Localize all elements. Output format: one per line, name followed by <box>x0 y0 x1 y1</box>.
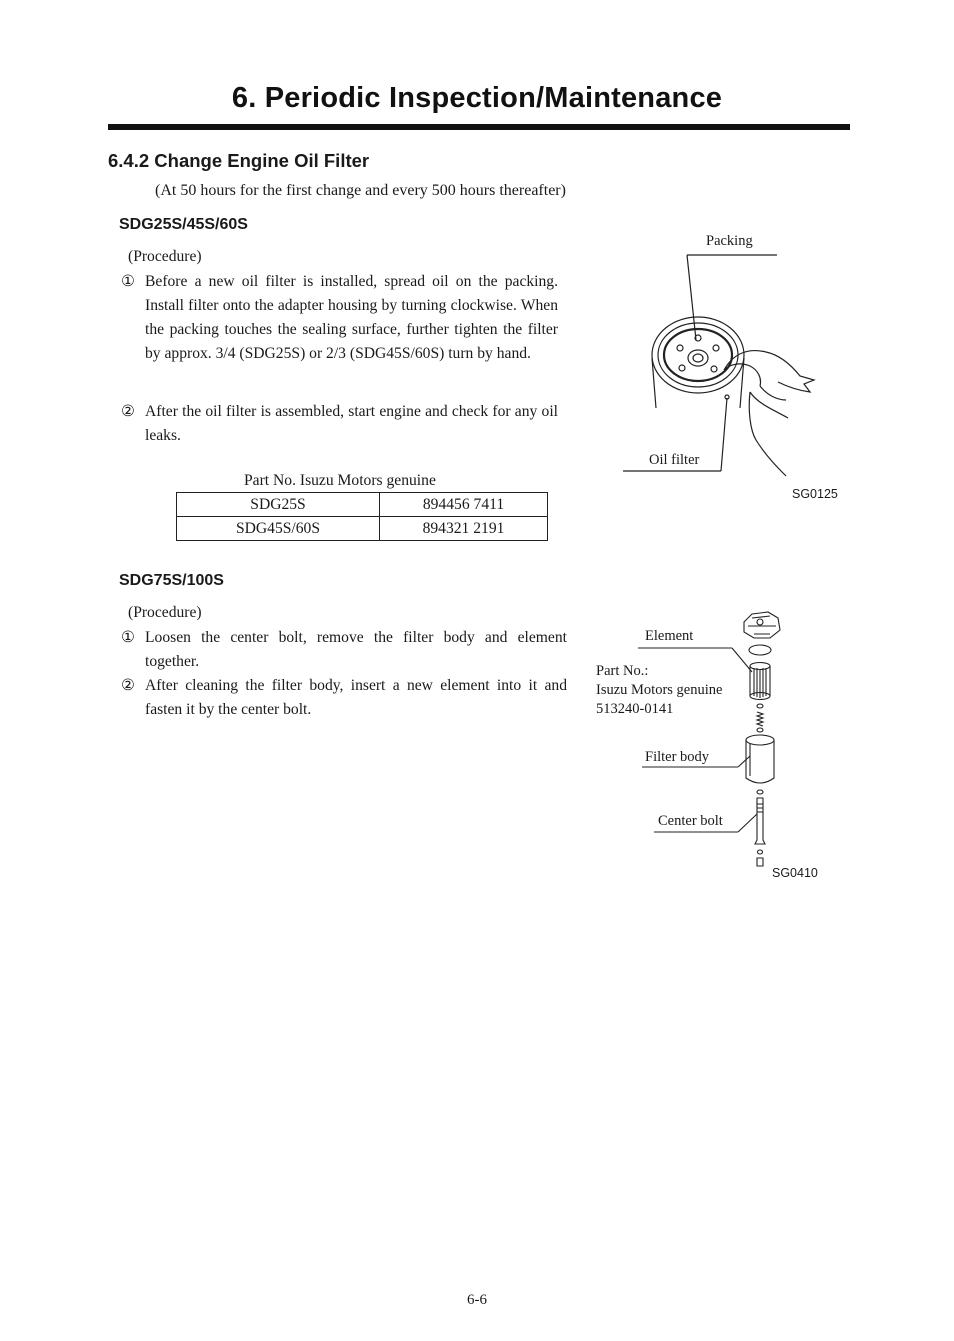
step-number: ② <box>121 677 135 694</box>
section-heading: 6.4.2 Change Engine Oil Filter <box>108 150 370 171</box>
part-number-table <box>176 492 548 541</box>
leader-line <box>687 255 696 340</box>
label-filter-body: Filter body <box>645 749 710 765</box>
procedure-label: (Procedure) <box>128 604 202 621</box>
filter-exploded-illustration <box>630 600 800 875</box>
step-number: ① <box>121 629 135 646</box>
label-element: Element <box>645 628 694 644</box>
page-title: 6. Periodic Inspection/Maintenance <box>231 82 723 114</box>
part-no-cell: 894321 2191 <box>380 517 548 541</box>
procedure-step <box>121 674 567 722</box>
procedure-label: (Procedure) <box>128 248 202 265</box>
interval-note: (At 50 hours for the first change and every 500 hours thereafter) <box>155 182 566 199</box>
figure-code: SG0125 <box>792 487 838 501</box>
model-cell: SDG25S <box>177 493 380 517</box>
model-cell: SDG45S/60S <box>177 517 380 541</box>
title-rule <box>108 124 850 130</box>
label-center-bolt: Center bolt <box>658 813 723 829</box>
page-number: 6-6 <box>467 1292 487 1308</box>
step-text: After the oil filter is assembled, start engine and check for any oil leaks. <box>145 403 558 444</box>
step-text: Before a new oil filter is installed, spread oil on the packing. Install filter onto the adapter housing by turning clockwise. When the packing touches the sealing surface, further tighten the filter by approx. 3/4 (SDG25S) or 2/3 (SDG45S/60S) turn by hand. <box>145 273 558 362</box>
table-row <box>177 517 548 541</box>
procedure-step <box>121 400 558 448</box>
label-oil-filter: Oil filter <box>649 452 700 468</box>
part-no-source: Isuzu Motors genuine <box>596 682 723 698</box>
part-no-label: Part No.: <box>596 663 649 679</box>
leader-line <box>738 756 750 767</box>
part-table-caption: Part No. Isuzu Motors genuine <box>244 472 436 489</box>
procedure-step <box>121 270 558 366</box>
procedure-step <box>121 626 567 674</box>
leader-line <box>738 814 757 832</box>
packing-ring <box>664 329 732 381</box>
figure-code: SG0410 <box>772 866 818 880</box>
label-packing: Packing <box>706 233 753 249</box>
oil-filter-illustration <box>600 240 840 490</box>
table-row <box>177 493 548 517</box>
leader-line <box>721 398 727 471</box>
part-no-value: 513240-0141 <box>596 701 674 717</box>
step-text: Loosen the center bolt, remove the filter body and element together. <box>145 629 567 670</box>
model-heading-large: SDG75S/100S <box>119 572 224 589</box>
step-text: After cleaning the filter body, insert a new element into it and fasten it by the center bolt. <box>145 677 567 718</box>
step-number: ① <box>121 273 135 290</box>
model-heading-small: SDG25S/45S/60S <box>119 216 248 233</box>
step-number: ② <box>121 403 135 420</box>
part-no-cell: 894456 7411 <box>380 493 548 517</box>
